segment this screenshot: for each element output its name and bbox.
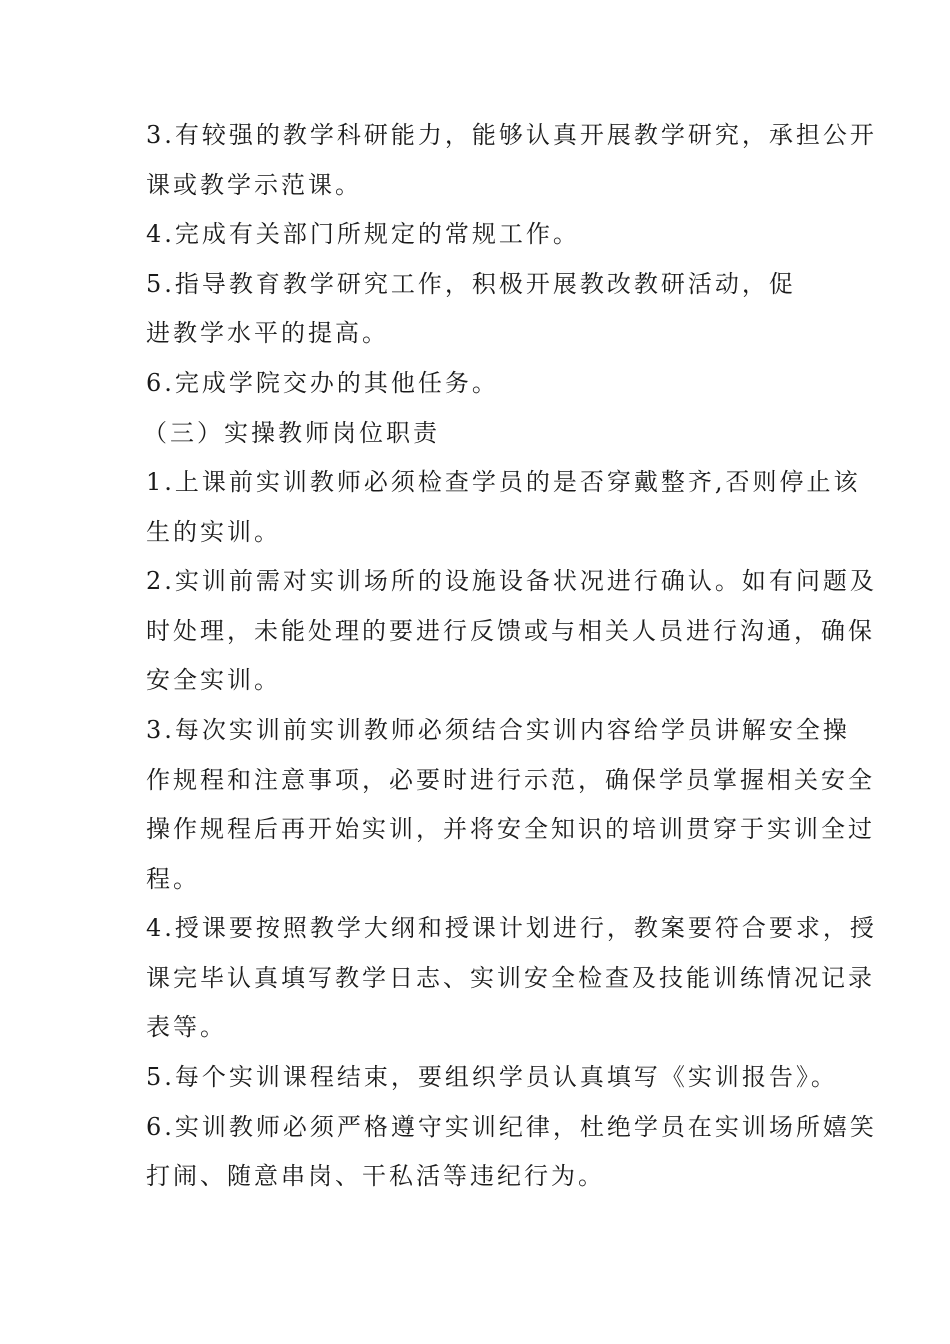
- text-line: 安全实训。: [146, 666, 281, 694]
- text-line: 表等。: [146, 1013, 227, 1041]
- text-line: 进教学水平的提高。: [146, 319, 389, 347]
- text-line: 程。: [146, 865, 200, 893]
- text-line: 打闹、随意串岗、干私活等违纪行为。: [146, 1162, 605, 1190]
- text-line: 操作规程后再开始实训，并将安全知识的培训贯穿于实训全过: [146, 815, 875, 843]
- text-line: 时处理，未能处理的要进行反馈或与相关人员进行沟通，确保: [146, 617, 875, 645]
- text-line: 6.实训教师必须严格遵守实训纪律，杜绝学员在实训场所嬉笑: [146, 1113, 877, 1141]
- text-line: 6.完成学院交办的其他任务。: [146, 369, 499, 397]
- text-line: 4.完成有关部门所规定的常规工作。: [146, 220, 580, 248]
- section-heading: （三）实操教师岗位职责: [143, 419, 440, 447]
- text-line: 2.实训前需对实训场所的设施设备状况进行确认。如有问题及: [146, 567, 877, 595]
- text-line: 4.授课要按照教学大纲和授课计划进行，教案要符合要求，授: [146, 914, 877, 942]
- text-line: 3.每次实训前实训教师必须结合实训内容给学员讲解安全操: [146, 716, 850, 744]
- text-line: 5.每个实训课程结束，要组织学员认真填写《实训报告》。: [146, 1063, 838, 1091]
- text-line: 课或教学示范课。: [146, 171, 362, 199]
- text-line: 5.指导教育教学研究工作，积极开展教改教研活动，促: [146, 270, 796, 298]
- text-line: 课完毕认真填写教学日志、实训安全检查及技能训练情况记录: [146, 964, 875, 992]
- text-line: 3.有较强的教学科研能力，能够认真开展教学研究，承担公开: [146, 121, 877, 149]
- text-line: 1.上课前实训教师必须检查学员的是否穿戴整齐,否则停止该: [146, 468, 861, 496]
- text-line: 生的实训。: [146, 518, 281, 546]
- text-line: 作规程和注意事项，必要时进行示范，确保学员掌握相关安全: [146, 766, 875, 794]
